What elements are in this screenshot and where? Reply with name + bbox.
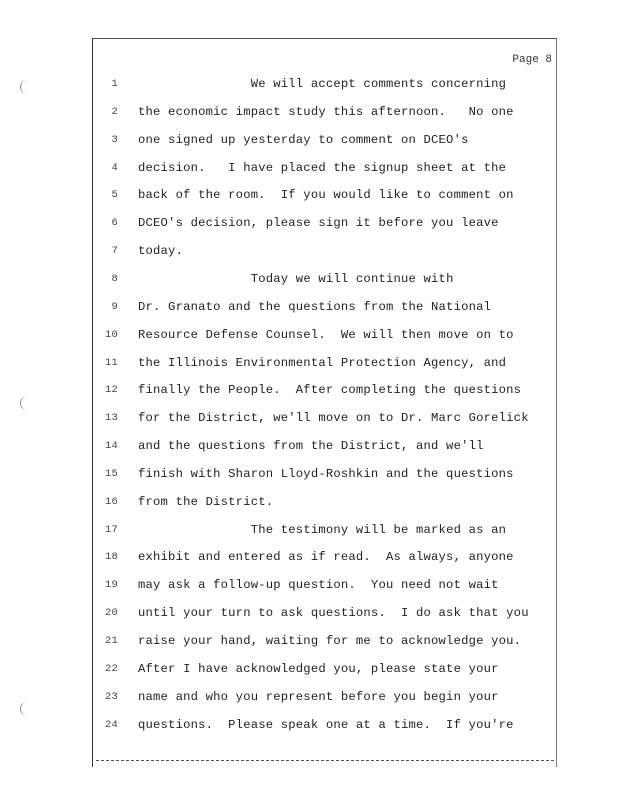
line-number: 14 — [104, 440, 118, 453]
line-text — [138, 75, 506, 93]
line-number: 13 — [104, 412, 118, 425]
line-text — [138, 465, 514, 483]
transcript-line — [104, 493, 554, 511]
line-text — [138, 437, 484, 455]
line-text — [138, 159, 506, 177]
line-text — [138, 242, 183, 260]
line-number: 3 — [111, 133, 118, 146]
line-body: finish with Sharon Lloyd-Roshkin and the questions — [138, 466, 514, 481]
transcript-line — [104, 270, 554, 288]
line-text — [138, 381, 521, 399]
line-number: 10 — [104, 328, 118, 341]
transcript-line — [104, 159, 554, 177]
line-body: today. — [138, 244, 184, 259]
line-number: 21 — [104, 635, 118, 647]
line-number: 4 — [111, 161, 118, 174]
page-bottom-edge — [96, 760, 554, 761]
punch-hole-mark — [20, 80, 31, 94]
line-body: After I have acknowledged you, please state your — [138, 661, 499, 676]
line-text — [138, 576, 499, 594]
punch-hole-mark — [20, 702, 31, 716]
transcript-line — [104, 604, 554, 622]
line-text — [138, 660, 499, 678]
line-number: 5 — [111, 189, 118, 202]
transcript-line — [104, 75, 554, 93]
line-body: The testimony will be marked as an — [250, 522, 507, 537]
line-body: one signed up yesterday to comment on DCEO's — [138, 132, 469, 147]
transcript-line — [104, 103, 554, 121]
line-body: and the questions from the District, and we'll — [138, 439, 484, 454]
line-body: until your turn to ask questions. I do ask that you — [138, 606, 529, 621]
transcript-line — [104, 242, 554, 260]
transcript-line — [104, 131, 554, 149]
line-body: name and who you represent before you begin your — [138, 689, 499, 704]
line-text — [138, 548, 514, 566]
line-body: the Illinois Environmental Protection Agency, and — [138, 355, 507, 370]
transcript-line — [104, 716, 554, 734]
line-body: exhibit and entered as if read. As always, anyone — [138, 550, 514, 565]
transcript-line — [104, 326, 554, 344]
line-text — [138, 521, 506, 539]
line-number: 9 — [111, 300, 118, 313]
line-text — [138, 298, 491, 316]
line-number: 1 — [111, 78, 118, 90]
line-number: 6 — [111, 217, 118, 230]
line-text — [138, 186, 514, 204]
line-body: the economic impact study this afternoon. No one — [138, 104, 514, 119]
line-number: 7 — [111, 245, 118, 258]
transcript-line — [104, 437, 554, 455]
line-number: 19 — [104, 579, 118, 592]
line-body: Today we will continue with — [250, 271, 454, 286]
line-indent — [138, 523, 251, 537]
line-body: back of the room. If you would like to comment on — [138, 188, 514, 203]
line-number: 15 — [104, 467, 118, 480]
line-text — [138, 270, 454, 288]
line-text — [138, 214, 499, 232]
transcript-line — [104, 214, 554, 232]
line-number: 2 — [111, 105, 118, 118]
line-number: 24 — [104, 718, 118, 731]
line-number: 16 — [104, 495, 118, 508]
transcript-line — [104, 298, 554, 316]
line-body: Resource Defense Counsel. We will then move on to — [138, 327, 514, 342]
line-text — [138, 604, 529, 622]
line-body: DCEO's decision, please sign it before you leave — [138, 216, 499, 231]
transcript-line — [104, 465, 554, 483]
transcript-line — [104, 186, 554, 204]
line-text — [138, 632, 521, 650]
line-body: may ask a follow-up question. You need not wait — [138, 578, 499, 593]
line-body: finally the People. After completing the questions — [138, 383, 522, 398]
line-number: 12 — [104, 384, 118, 397]
transcript-line — [104, 521, 554, 539]
line-number: 17 — [104, 523, 118, 536]
transcript-line — [104, 688, 554, 706]
line-text — [138, 131, 469, 149]
line-text — [138, 716, 514, 734]
line-indent — [138, 272, 251, 286]
line-body: from the District. — [138, 494, 274, 509]
line-text — [138, 326, 514, 344]
line-number: 8 — [111, 272, 118, 285]
line-number: 18 — [104, 551, 118, 564]
page-number-label: Page 8 — [512, 54, 552, 66]
line-number: 23 — [104, 690, 118, 703]
line-body: questions. Please speak one at a time. If you're — [138, 717, 514, 732]
line-body: We will accept comments concerning — [250, 77, 507, 91]
transcript-line — [104, 354, 554, 372]
line-body: for the District, we'll move on to Dr. Marc Gorelick — [138, 411, 529, 426]
transcript-line — [104, 660, 554, 678]
line-text — [138, 688, 499, 706]
line-text — [138, 409, 529, 427]
line-body: Dr. Granato and the questions from the National — [138, 299, 492, 314]
line-body: decision. I have placed the signup sheet at the — [138, 160, 507, 175]
transcript-line — [104, 381, 554, 399]
line-number: 20 — [104, 607, 118, 620]
line-text — [138, 103, 514, 121]
punch-hole-mark — [20, 396, 31, 410]
transcript-line — [104, 576, 554, 594]
transcript-line — [104, 548, 554, 566]
transcript-line — [104, 632, 554, 650]
line-indent — [138, 77, 251, 91]
line-text — [138, 493, 273, 511]
line-text — [138, 354, 506, 372]
transcript-line — [104, 409, 554, 427]
line-body: raise your hand, waiting for me to acknowledge you. — [138, 634, 522, 648]
line-number: 22 — [104, 662, 118, 675]
line-number: 11 — [104, 356, 118, 369]
